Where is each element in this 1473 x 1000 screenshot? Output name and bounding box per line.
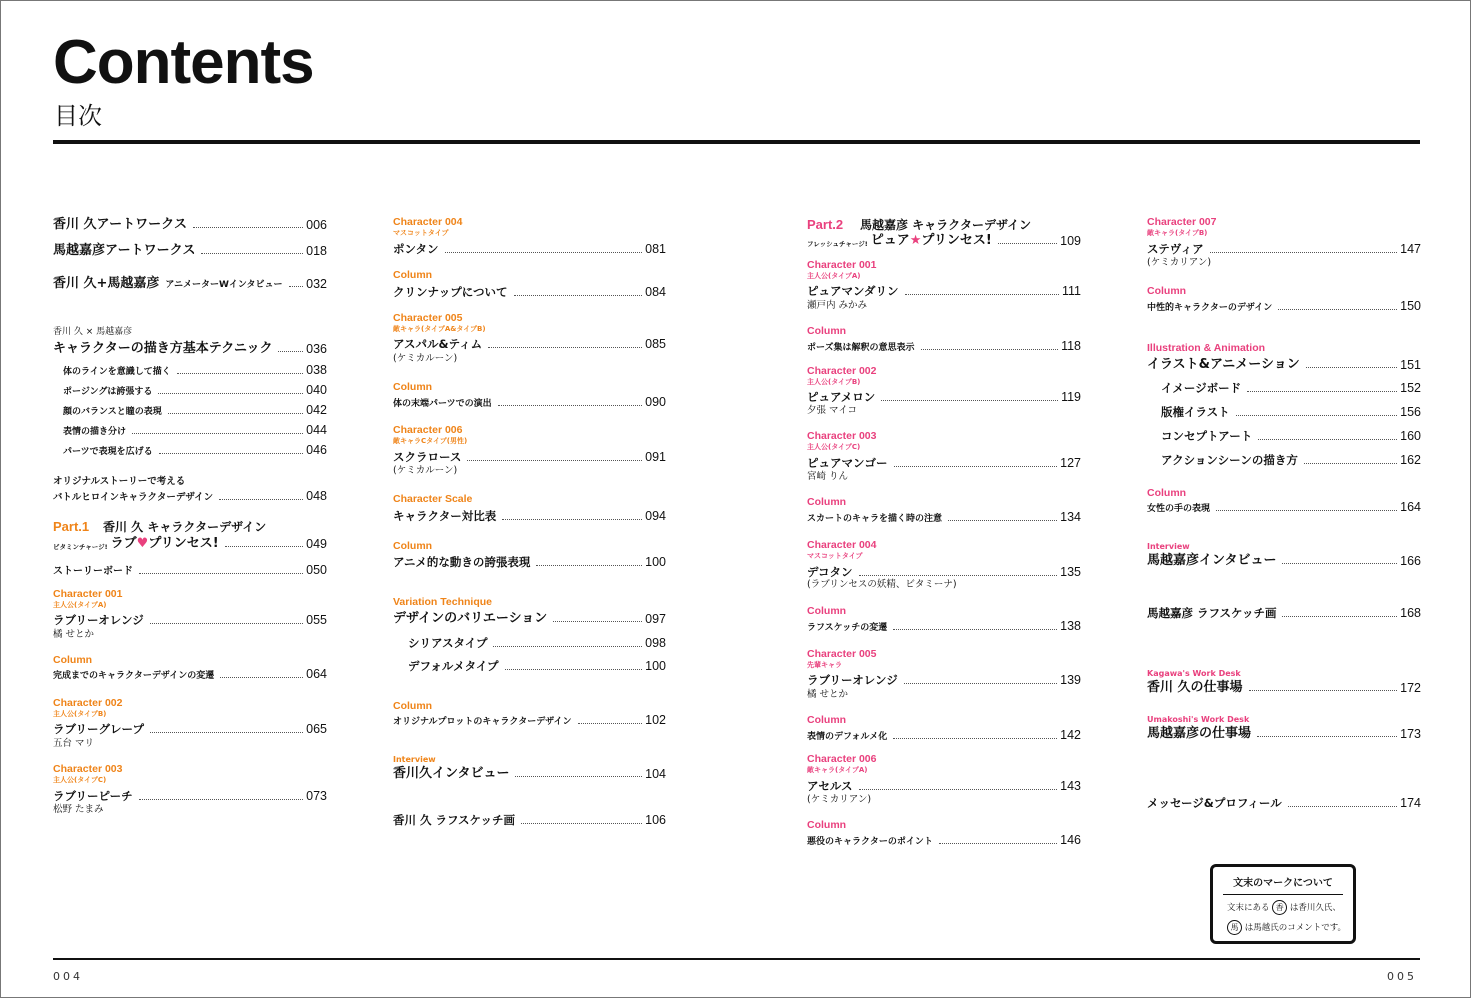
mark-legend-title: 文末のマークについて xyxy=(1223,874,1343,895)
toc-entry[interactable]: 表情のデフォルメ化 142 xyxy=(807,728,1081,742)
toc-entry[interactable]: デコタン 135 xyxy=(807,565,1081,579)
column-label: Column xyxy=(807,819,847,831)
toc-entry[interactable]: ラフスケッチの変遷 138 xyxy=(807,619,1081,633)
page-number-right: 005 xyxy=(1387,970,1417,983)
toc-entry[interactable]: アスパル&ティム 085 xyxy=(393,337,666,351)
toc-entry[interactable]: デフォルメタイプ 100 xyxy=(408,659,666,673)
toc-entry[interactable]: コンセプトアート 160 xyxy=(1161,429,1421,443)
character-label: Character 002 xyxy=(807,365,877,377)
character-subname: (ケミカルーン) xyxy=(393,353,458,364)
character-role: 敵キャラ(タイプA) xyxy=(807,766,868,774)
toc-entry[interactable]: ポンタン 081 xyxy=(393,242,666,256)
toc-entry[interactable]: ステヴィア 147 xyxy=(1147,242,1421,256)
toc-entry[interactable]: 馬越嘉彦の仕事場 173 xyxy=(1147,726,1421,741)
toc-entry[interactable]: アクションシーンの描き方 162 xyxy=(1161,453,1421,467)
character-subname: (ラブリンセスの妖精、ビタミーナ) xyxy=(807,579,957,590)
top-rule xyxy=(53,140,1420,144)
character-subname: 松野 たまみ xyxy=(53,804,104,815)
bottom-rule xyxy=(53,958,1420,960)
character-role: マスコットタイプ xyxy=(807,552,863,560)
page-subtitle: 目次 xyxy=(54,102,102,130)
column-label: Column xyxy=(807,714,847,726)
toc-entry[interactable]: イメージボード 152 xyxy=(1161,381,1421,395)
toc-entry[interactable]: 馬越嘉彦アートワークス 018 xyxy=(53,243,327,258)
character-label: Character 005 xyxy=(807,648,877,660)
section-kicker: 香川 久 × 馬越嘉彦 xyxy=(53,327,133,337)
section-kicker: オリジナルストーリーで考える xyxy=(53,476,186,487)
character-role: 敵キャラ(タイプA&タイプB) xyxy=(393,325,486,333)
toc-entry[interactable]: デザインのバリエーション 097 xyxy=(393,611,666,626)
part-title: 馬越嘉彦 キャラクターデザイン xyxy=(860,218,1032,232)
character-subname: (ケミカリアン) xyxy=(1147,257,1212,268)
toc-entry[interactable]: ピュアメロン 119 xyxy=(807,390,1081,404)
section-label: Interview xyxy=(1147,542,1190,551)
toc-entry[interactable]: ラブリーグレープ 065 xyxy=(53,722,327,736)
toc-entry[interactable]: オリジナルプロットのキャラクターデザイン 102 xyxy=(393,713,666,727)
character-role: マスコットタイプ xyxy=(393,229,449,237)
character-subname: (ケミカリアン) xyxy=(807,794,872,805)
toc-entry[interactable]: ラブリーオレンジ 055 xyxy=(53,613,327,627)
character-role: 主人公(タイプB) xyxy=(53,710,107,718)
toc-entry[interactable]: ビタミンチャージ! ラブ ♥ プリンセス! 049 xyxy=(53,536,327,551)
character-role: 主人公(タイプC) xyxy=(807,443,861,451)
character-role: 敵キャラ(タイプB) xyxy=(1147,229,1208,237)
toc-entry[interactable]: ポーズ集は解釈の意思表示 118 xyxy=(807,339,1081,353)
toc-entry[interactable]: 香川 久アートワークス 006 xyxy=(53,217,327,232)
toc-entry[interactable]: スカートのキャラを描く時の注意 134 xyxy=(807,510,1081,524)
toc-entry[interactable]: フレッシュチャージ! ピュア ★ プリンセス! 109 xyxy=(807,233,1081,248)
character-label: Character 005 xyxy=(393,312,463,324)
part-title: 香川 久 キャラクターデザイン xyxy=(103,520,267,534)
toc-entry[interactable]: 中性的キャラクターのデザイン 150 xyxy=(1147,299,1421,313)
page-title: Contents xyxy=(53,28,314,97)
column-label: Column xyxy=(1147,285,1187,297)
toc-entry[interactable]: 香川久インタビュー 104 xyxy=(393,766,666,781)
toc-entry[interactable]: 馬越嘉彦 ラフスケッチ画 168 xyxy=(1147,606,1421,620)
column-label: Column xyxy=(807,325,847,337)
kagawa-mark-icon: 香 xyxy=(1272,900,1287,915)
character-subname: (ケミカルーン) xyxy=(393,465,458,476)
mark-legend-line: 馬 は馬越氏のコメントです。 xyxy=(1227,920,1346,935)
section-label: Character Scale xyxy=(393,493,473,505)
mark-legend-box xyxy=(1210,864,1356,944)
toc-entry[interactable]: イラスト&アニメーション 151 xyxy=(1147,357,1421,372)
heart-icon: ♥ xyxy=(136,536,149,551)
toc-entry[interactable]: キャラクターの描き方基本テクニック 036 xyxy=(53,341,327,356)
section-label: Interview xyxy=(393,755,436,764)
column-label: Column xyxy=(393,700,433,712)
page-number-left: 004 xyxy=(53,970,83,983)
column-label: Column xyxy=(53,654,93,666)
column-label: Column xyxy=(393,381,433,393)
character-subname: 橘 せとか xyxy=(53,629,95,640)
character-subname: 五台 マリ xyxy=(53,738,95,749)
toc-entry[interactable]: アセルス 143 xyxy=(807,779,1081,793)
toc-entry[interactable]: 完成までのキャラクターデザインの変遷 064 xyxy=(53,667,327,681)
toc-entry[interactable]: パーツで表現を広げる 046 xyxy=(63,443,327,457)
section-label: Variation Technique xyxy=(393,596,492,608)
character-role: 敵キャラCタイプ(男性) xyxy=(393,437,468,445)
toc-entry[interactable]: ラブリーピーチ 073 xyxy=(53,789,327,803)
toc-entry[interactable]: ラブリーオレンジ 139 xyxy=(807,673,1081,687)
character-role: 主人公(タイプA) xyxy=(807,272,861,280)
character-label: Character 001 xyxy=(807,259,877,271)
toc-entry[interactable]: 版権イラスト 156 xyxy=(1161,405,1421,419)
character-label: Character 006 xyxy=(807,753,877,765)
character-label: Character 006 xyxy=(393,424,463,436)
character-subname: 夕張 マイコ xyxy=(807,405,857,416)
section-label: Umakoshi's Work Desk xyxy=(1147,715,1250,724)
toc-entry[interactable]: ポージングは誇張する 040 xyxy=(63,383,327,397)
toc-entry[interactable]: メッセージ&プロフィール 174 xyxy=(1147,796,1421,810)
toc-entry[interactable]: 体のラインを意識して描く 038 xyxy=(63,363,327,377)
toc-entry[interactable]: クリンナップについて 084 xyxy=(393,285,666,299)
part-label: Part.1 xyxy=(53,519,90,534)
toc-entry[interactable]: スクラロース 091 xyxy=(393,450,666,464)
toc-entry[interactable]: シリアスタイプ 098 xyxy=(408,636,666,650)
character-label: Character 007 xyxy=(1147,216,1217,228)
column-label: Column xyxy=(1147,487,1187,499)
section-label: Kagawa's Work Desk xyxy=(1147,669,1241,678)
toc-entry[interactable]: 女性の手の表現 164 xyxy=(1147,500,1421,514)
toc-entry[interactable]: 表情の描き分け 044 xyxy=(63,423,327,437)
section-label: Illustration & Animation xyxy=(1147,342,1266,354)
toc-entry[interactable]: ピュアマンゴー 127 xyxy=(807,456,1081,470)
toc-entry[interactable]: 香川 久の仕事場 172 xyxy=(1147,680,1421,695)
character-role: 先輩キャラ xyxy=(807,661,842,669)
star-icon: ★ xyxy=(909,233,922,248)
toc-entry[interactable]: 香川 久+馬越嘉彦 アニメーターWインタビュー 032 xyxy=(53,276,327,291)
character-label: Character 003 xyxy=(53,763,123,775)
character-subname: 橘 せとか xyxy=(807,689,849,700)
toc-entry[interactable]: 顔のバランスと瞳の表現 042 xyxy=(63,403,327,417)
toc-entry[interactable]: ピュアマンダリン 111 xyxy=(807,284,1081,298)
column-label: Column xyxy=(393,540,433,552)
character-role: 主人公(タイプA) xyxy=(53,601,107,609)
toc-entry[interactable]: 馬越嘉彦インタビュー 166 xyxy=(1147,553,1421,568)
toc-entry[interactable]: アニメ的な動きの誇張表現 100 xyxy=(393,555,666,569)
column-label: Column xyxy=(807,605,847,617)
column-label: Column xyxy=(393,269,433,281)
toc-entry[interactable]: ストーリーボード 050 xyxy=(53,563,327,577)
character-subname: 瀬戸内 みかみ xyxy=(807,300,868,311)
umakoshi-mark-icon: 馬 xyxy=(1227,920,1242,935)
mark-legend-line: 文末にある 香 は香川久氏、 xyxy=(1227,900,1341,915)
character-role: 主人公(タイプB) xyxy=(807,378,861,386)
character-label: Character 004 xyxy=(393,216,463,228)
toc-entry[interactable]: 香川 久 ラフスケッチ画 106 xyxy=(393,813,666,827)
character-label: Character 002 xyxy=(53,697,123,709)
character-label: Character 004 xyxy=(807,539,877,551)
column-label: Column xyxy=(807,496,847,508)
part-label: Part.2 xyxy=(807,217,844,232)
character-label: Character 003 xyxy=(807,430,877,442)
toc-entry[interactable]: 体の末端パーツでの演出 090 xyxy=(393,395,666,409)
character-subname: 宮崎 りん xyxy=(807,471,849,482)
toc-entry[interactable]: バトルヒロインキャラクターデザイン 048 xyxy=(53,489,327,503)
character-label: Character 001 xyxy=(53,588,123,600)
toc-entry[interactable]: 悪役のキャラクターのポイント 146 xyxy=(807,833,1081,847)
toc-entry[interactable]: キャラクター対比表 094 xyxy=(393,509,666,523)
character-role: 主人公(タイプC) xyxy=(53,776,107,784)
